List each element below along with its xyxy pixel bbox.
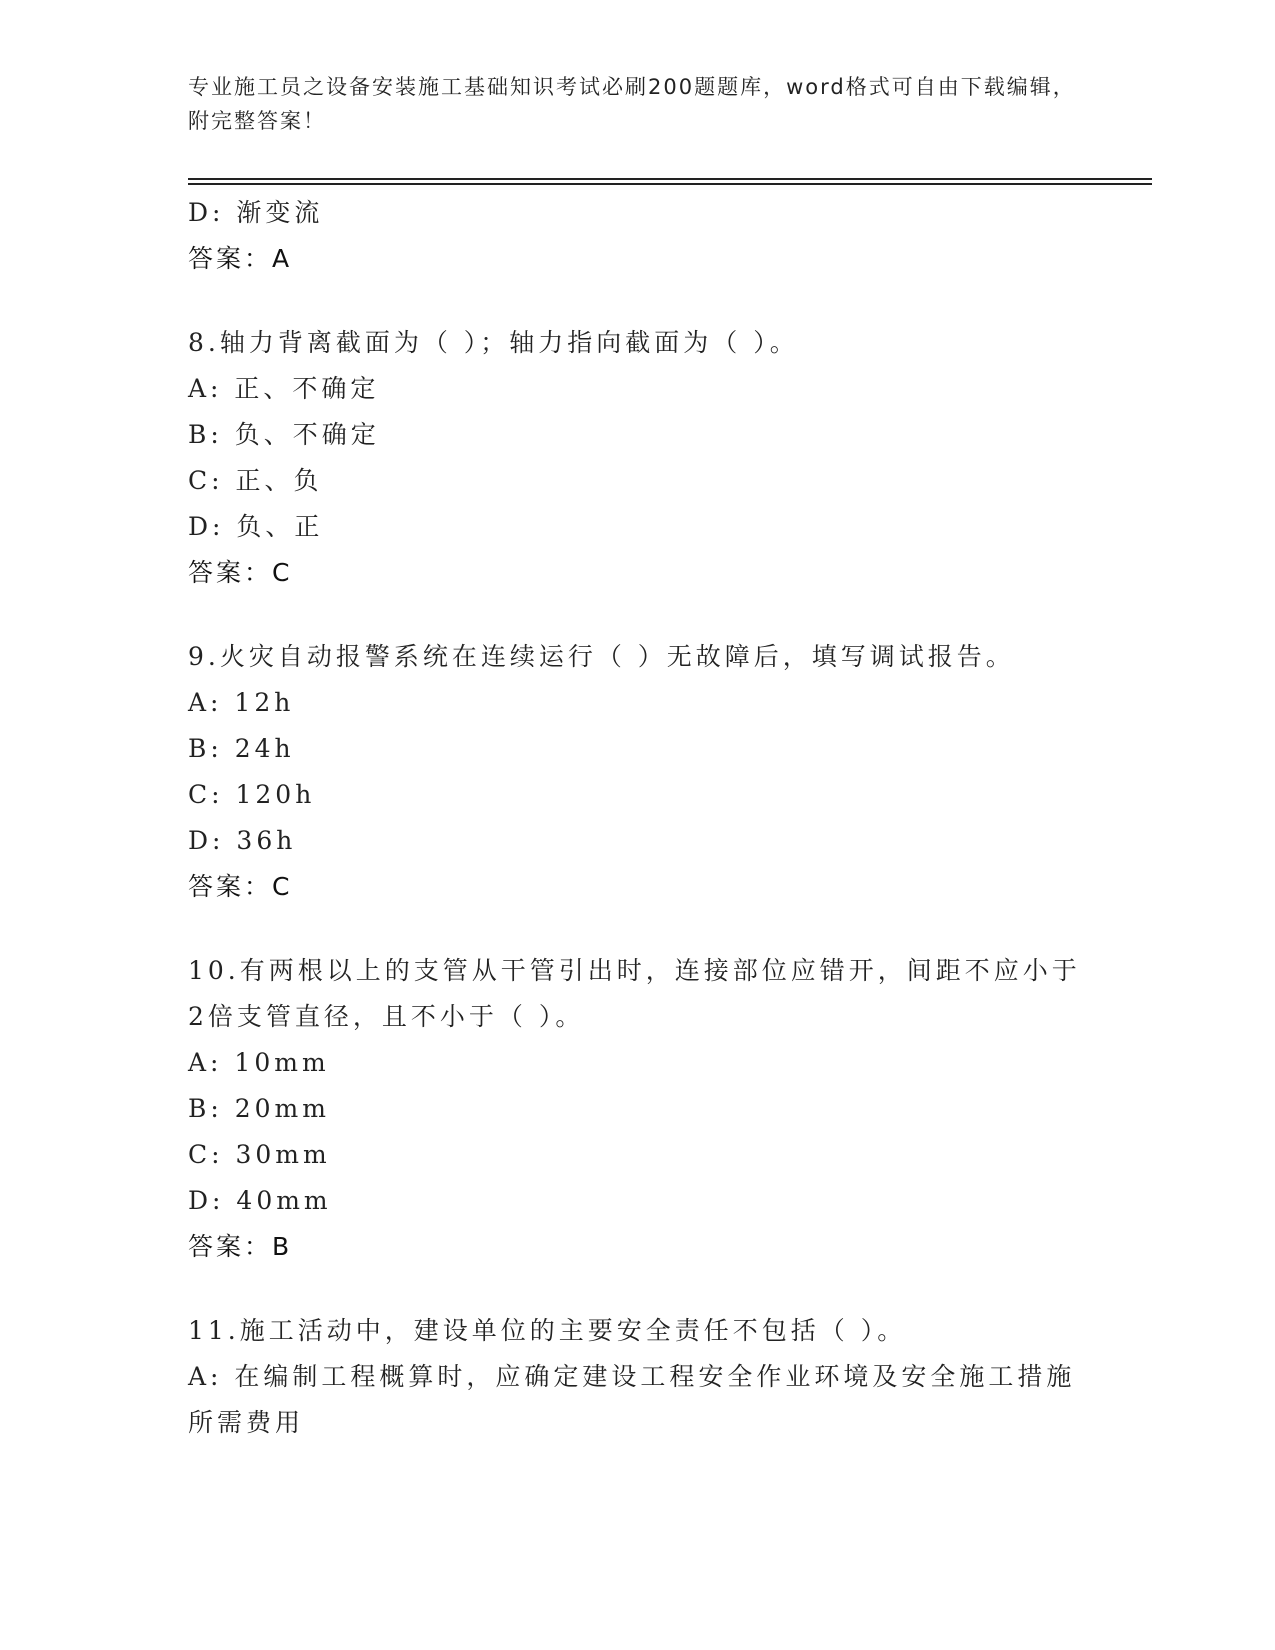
header-rule-top [188, 178, 1152, 180]
option-a: A: 正、不确定 [188, 374, 380, 403]
question-list [188, 190, 1088, 1446]
question-item [188, 948, 1088, 1270]
answer-line: 答案：C [188, 872, 293, 901]
spacer [188, 910, 1088, 948]
spacer [188, 1270, 1088, 1308]
option-c: C: 120h [188, 780, 316, 809]
answer-line: 答案：C [188, 558, 293, 587]
question-stem: 10.有两根以上的支管从干管引出时，连接部位应错开，间距不应小于2倍支管直径，且不小于（ ）。 [188, 956, 1081, 1031]
option-a: A: 12h [188, 688, 295, 717]
question-stem: 11.施工活动中，建设单位的主要安全责任不包括（ ）。 [188, 1316, 907, 1345]
option-c: C: 正、负 [188, 466, 323, 495]
question-stem: 9.火灾自动报警系统在连续运行（ ）无故障后，填写调试报告。 [188, 642, 1015, 671]
option-b: B: 负、不确定 [188, 420, 380, 449]
spacer [188, 596, 1088, 634]
option-d: D: 负、正 [188, 512, 324, 541]
document-header: 专业施工员之设备安装施工基础知识考试必刷200题题库，word格式可自由下载编辑，附完整答案！ [188, 75, 1076, 133]
option-c: C: 30mm [188, 1140, 331, 1169]
answer-line: 答案：A [188, 244, 293, 273]
option-b: B: 20mm [188, 1094, 330, 1123]
option-d: D: 40mm [188, 1186, 332, 1215]
spacer [188, 282, 1088, 320]
question-stem: 8.轴力背离截面为（ ）；轴力指向截面为（ ）。 [188, 328, 799, 357]
option-b: B: 24h [188, 734, 295, 763]
answer-line: 答案：B [188, 1232, 293, 1261]
header-rule-bottom [188, 183, 1152, 185]
question-item [188, 634, 1088, 910]
option-d: D: 渐变流 [188, 198, 324, 227]
question-item [188, 1308, 1088, 1446]
question-item [188, 320, 1088, 596]
option-a: A: 在编制工程概算时，应确定建设工程安全作业环境及安全施工措施所需费用 [188, 1362, 1076, 1437]
option-d: D: 36h [188, 826, 297, 855]
option-a: A: 10mm [188, 1048, 330, 1077]
